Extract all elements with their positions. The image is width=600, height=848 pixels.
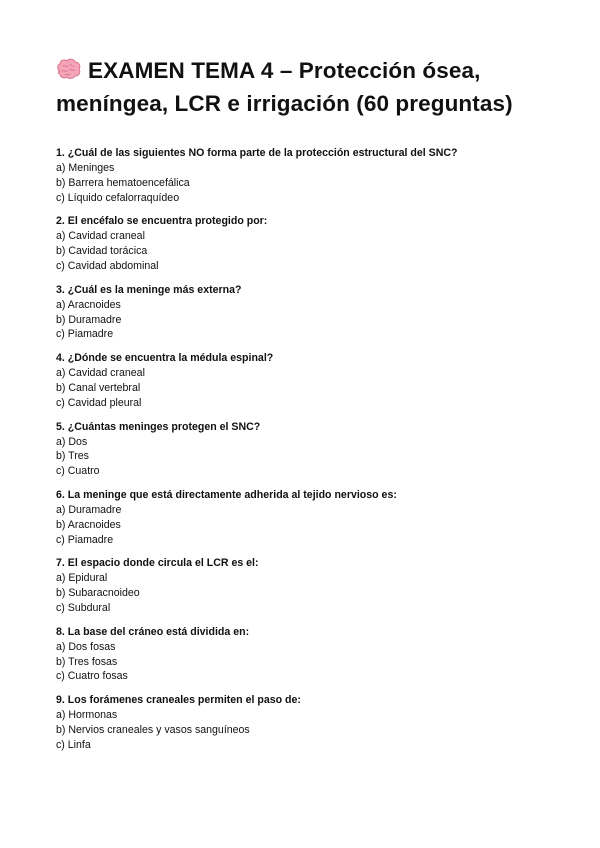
question-text: 1. ¿Cuál de las siguientes NO forma parte de la protección estructural del SNC?: [56, 147, 458, 159]
answer-option-c: c) Piamadre: [56, 533, 114, 546]
question-2: [56, 214, 560, 273]
question-3: [56, 283, 560, 342]
question-text: 7. El espacio donde circula el LCR es el:: [56, 557, 259, 570]
answer-option-a: a) Dos fosas: [56, 640, 116, 653]
answer-option-a: a) Dos: [56, 435, 88, 448]
answer-option-b: b) Canal vertebral: [56, 381, 141, 394]
answer-option-a: a) Epidural: [56, 572, 108, 585]
answer-option-b: b) Aracnoides: [56, 518, 121, 531]
answer-option-c: c) Piamadre: [56, 328, 114, 341]
answer-option-a: a) Duramadre: [56, 503, 122, 516]
question-7: [56, 556, 560, 615]
question-6: [56, 488, 560, 547]
answer-option-c: c) Líquido cefalorraquídeo: [56, 191, 180, 204]
answer-option-c: c) Linfa: [56, 738, 91, 751]
question-list: [56, 146, 560, 753]
question-text: 9. Los forámenes craneales permiten el paso de:: [56, 694, 301, 707]
question-text: 2. El encéfalo se encuentra protegido por:: [56, 215, 268, 228]
answer-option-c: c) Cuatro: [56, 465, 100, 478]
question-9: [56, 693, 560, 752]
document-title: [56, 54, 560, 120]
answer-option-a: a) Cavidad craneal: [56, 230, 145, 243]
answer-option-b: b) Tres: [56, 450, 89, 463]
answer-option-c: c) Cuatro fosas: [56, 670, 128, 683]
question-text: 6. La meninge que está directamente adherida al tejido nervioso es:: [56, 488, 397, 501]
answer-option-b: b) Nervios craneales y vasos sanguíneos: [56, 723, 250, 736]
question-4: [56, 351, 560, 410]
question-text: 8. La base del cráneo está dividida en:: [56, 625, 250, 638]
answer-option-b: b) Cavidad torácica: [56, 245, 148, 258]
answer-option-a: a) Aracnoides: [56, 298, 121, 311]
question-1: [56, 146, 560, 205]
answer-option-c: c) Subdural: [56, 601, 111, 614]
question-text: 4. ¿Dónde se encuentra la médula espinal?: [56, 352, 274, 365]
question-5: [56, 420, 560, 479]
question-8: [56, 625, 560, 684]
title-text: EXAMEN TEMA 4 – Protección ósea, meníngea, LCR e irrigación (60 preguntas): [56, 58, 513, 116]
answer-option-c: c) Cavidad abdominal: [56, 259, 159, 272]
answer-option-a: a) Cavidad craneal: [56, 367, 145, 380]
answer-option-b: b) Duramadre: [56, 313, 122, 326]
question-text: 3. ¿Cuál es la meninge más externa?: [56, 283, 242, 296]
brain-icon: [56, 58, 82, 80]
answer-option-b: b) Barrera hematoencefálica: [56, 176, 190, 189]
answer-option-b: b) Tres fosas: [56, 655, 118, 668]
answer-option-c: c) Cavidad pleural: [56, 396, 142, 409]
answer-option-a: a) Hormonas: [56, 709, 118, 722]
answer-option-a: a) Meninges: [56, 162, 115, 174]
question-text: 5. ¿Cuántas meninges protegen el SNC?: [56, 420, 261, 433]
answer-option-b: b) Subaracnoideo: [56, 587, 140, 600]
